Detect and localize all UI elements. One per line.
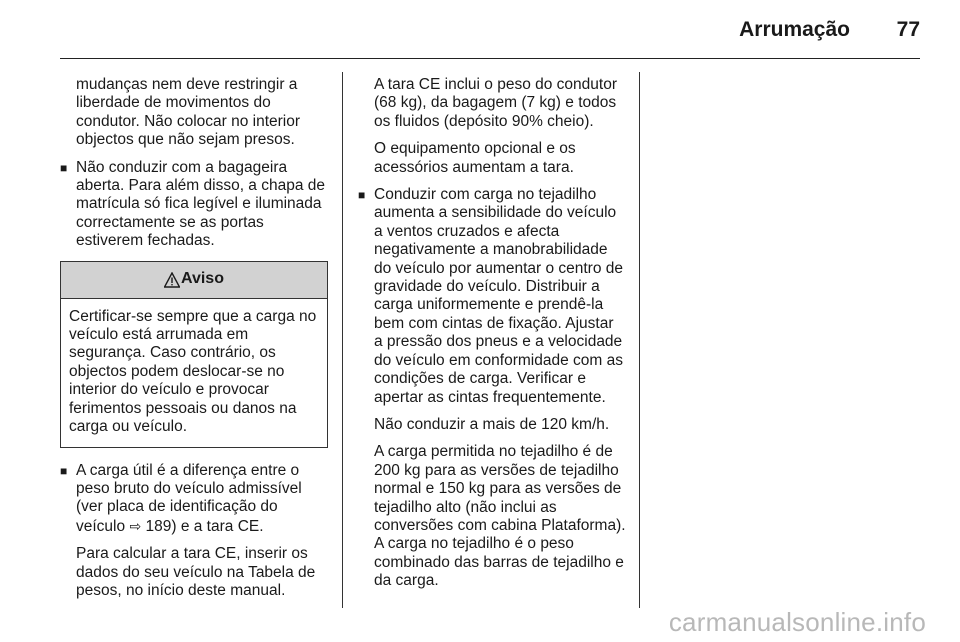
- page-reference-arrow-icon: ⇨: [129, 517, 142, 534]
- bullet-square-icon: ■: [60, 463, 68, 478]
- bullet-square-icon: ■: [358, 188, 366, 203]
- list-item: [60, 462, 328, 537]
- bullet-square-icon: ■: [60, 160, 68, 175]
- warning-body: Certificar-se sempre que a carga no veículo está arrumada em segurança. Caso contrário, os objectos podem deslocar-se no interior do veículo e provocar ferimentos pessoais ou danos na carga ou veículo.: [69, 307, 317, 436]
- page-number: 77: [896, 18, 920, 41]
- paragraph: A carga permitida no tejadilho é de 200 kg para as versões de tejadilho normal e 150 kg para as versões de tejadilho alto (não inclui as conversões com cabina Plataforma). A carga no tejadilho é o peso combinado das barras de tejadilho e da carga.: [374, 443, 626, 590]
- warning-box: [60, 261, 328, 448]
- list-item: [358, 186, 626, 407]
- continued-paragraph: mudanças nem deve restringir a liberdade de movimentos do condutor. Não colocar no interior objectos que não sejam presos.: [76, 76, 301, 149]
- header-rule: [60, 58, 920, 59]
- list-item: [60, 159, 328, 251]
- list-item-text: Conduzir com carga no tejadilho aumenta a sensibilidade do veículo a ventos cruzados e afecta negativamente a manobrabilidade do veículo por aumentar o centro de gravidade do veículo. Distribuir a carga uniformemente e prendê-la bem com cintas de fixação. Ajustar a pressão dos pneus e a velocidade do veículo em conformidade com as condições de carga. Verificar e apertar as cintas frequentemente.: [374, 186, 624, 406]
- column-divider: [342, 72, 343, 608]
- watermark: carmanualsonline.info: [668, 607, 926, 637]
- list-item-text: A carga útil é a diferença entre o peso bruto do veículo admissível (ver placa de identificação do veículo: [76, 461, 302, 535]
- list-item-text-end: ) e a tara CE.: [171, 517, 264, 535]
- paragraph: Para calcular a tara CE, inserir os dados do seu veículo na Tabela de pesos, no início deste manual.: [76, 545, 316, 599]
- column-divider: [639, 72, 640, 608]
- paragraph: O equipamento opcional e os acessórios aumentam a tara.: [374, 140, 576, 176]
- paragraph: A tara CE inclui o peso do condutor (68 kg), da bagagem (7 kg) e todos os fluidos (depósito 90% cheio).: [374, 76, 617, 130]
- column-left: [60, 76, 328, 609]
- list-item-text: Não conduzir com a bagageira aberta. Para além disso, a chapa de matrícula só fica legível e iluminada correctamente se as portas estiverem fechadas.: [76, 158, 326, 250]
- page-reference-link[interactable]: 189: [145, 517, 172, 535]
- warning-title: Aviso: [181, 270, 224, 288]
- page-header: [60, 16, 920, 46]
- section-title: Arrumação: [739, 18, 850, 41]
- column-right: [358, 76, 626, 600]
- warning-triangle-icon: [164, 272, 180, 288]
- paragraph: Não conduzir a mais de 120 km/h.: [374, 415, 610, 433]
- warning-header: [61, 262, 327, 299]
